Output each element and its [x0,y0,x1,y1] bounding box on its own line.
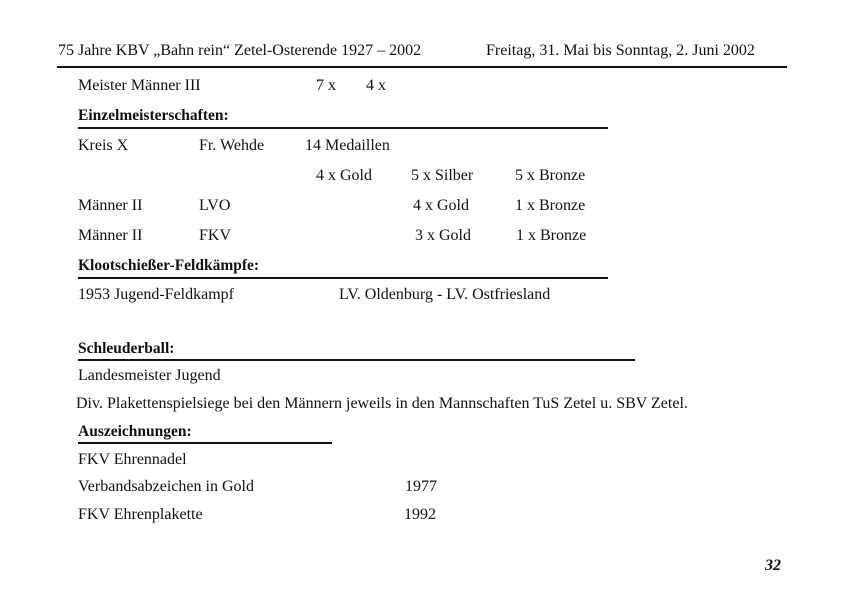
meister-label: Meister Männer III [78,77,201,94]
row-label: Männer II [78,197,143,214]
section-underline [78,442,332,444]
section-underline [78,127,608,129]
kreis-name: Fr. Wehde [199,137,265,154]
meister-count-1: 7 x [316,77,336,94]
row-gold: 3 x Gold [415,227,471,244]
row-bronze: 1 x Bronze [516,227,587,244]
section-heading-auszeichnungen: Auszeichnungen: [78,423,192,440]
row-org: LVO [199,197,231,214]
meister-count-2: 4 x [366,77,386,94]
section-underline [78,359,635,361]
award-year: 1992 [404,506,436,523]
section-underline [78,277,608,279]
section-heading-einzel: Einzelmeisterschaften: [78,107,229,124]
header-title: 75 Jahre KBV „Bahn rein“ Zetel-Osterende 1927 – 2002 [58,42,422,59]
kreis-label: Kreis X [78,137,129,154]
kloot-event: 1953 Jugend-Feldkampf [78,286,234,303]
header-date: Freitag, 31. Mai bis Sonntag, 2. Juni 2002 [486,42,755,59]
page-number: 32 [765,557,781,574]
section-heading-kloot: Klootschießer-Feldkämpfe: [78,257,260,274]
award-year: 1977 [405,478,437,495]
header-rule [57,66,787,68]
schleuder-line-1: Landesmeister Jugend [78,367,221,384]
row-gold: 4 x Gold [413,197,469,214]
award-label: Verbandsabzeichen in Gold [78,478,254,495]
award-label: FKV Ehrennadel [78,451,187,468]
row-bronze: 1 x Bronze [515,197,586,214]
award-label: FKV Ehrenplakette [78,506,203,523]
schleuder-line-2: Div. Plakettenspielsiege bei den Männern jeweils in den Mannschaften TuS Zetel u. SBV Zetel. [76,395,688,412]
section-heading-schleuder: Schleuderball: [78,340,175,357]
kreis-bronze: 5 x Bronze [515,167,586,184]
row-label: Männer II [78,227,143,244]
kreis-gold: 4 x Gold [316,167,372,184]
row-org: FKV [199,227,232,244]
kreis-silber: 5 x Silber [411,167,474,184]
kreis-medals: 14 Medaillen [305,137,390,154]
kloot-teams: LV. Oldenburg - LV. Ostfriesland [339,286,551,303]
